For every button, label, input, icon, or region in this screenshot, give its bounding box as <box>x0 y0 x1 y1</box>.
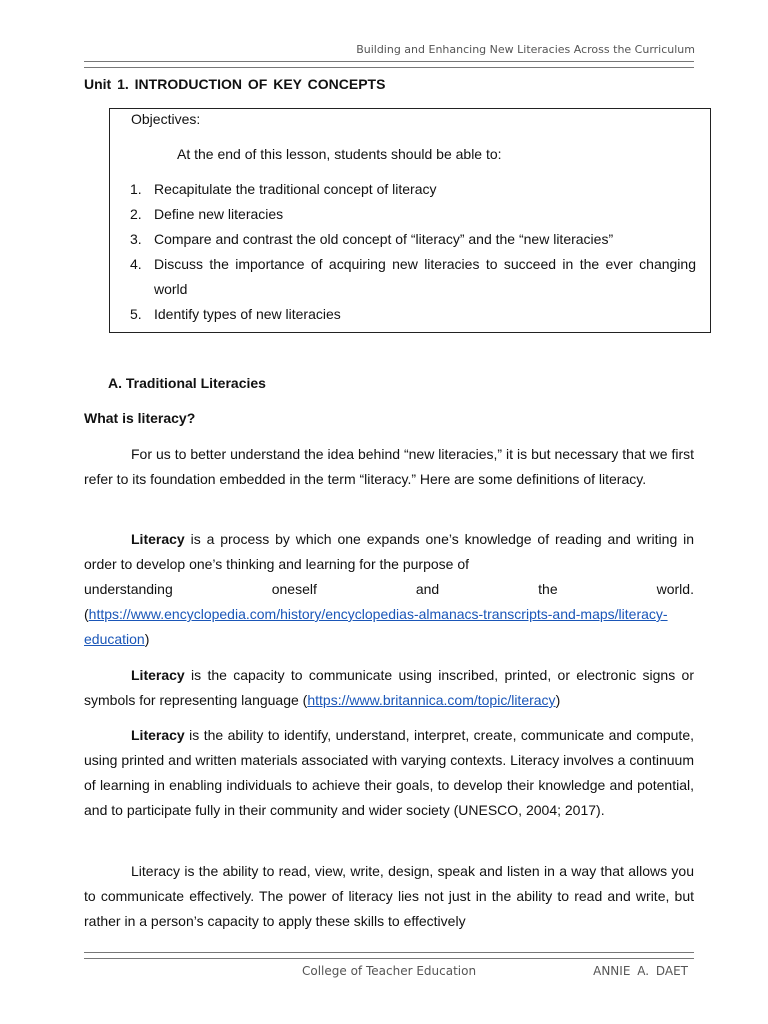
header-title: Building and Enhancing New Literacies Across the Curriculum <box>356 43 695 56</box>
paragraph-definition-3: Literacy is the ability to identify, understand, interpret, create, communicate and compute, using printed and written materials associated with varying contexts. Literacy involves a continuum of learning in enabling individuals to achieve their goals, to develop their knowledge and potential, and to participate fully in their community and wider society (UNESCO, 2004; 2017). <box>84 727 694 818</box>
list-item: 4. Discuss the importance of acquiring new literacies to succeed in the ever changing world <box>130 256 696 297</box>
list-item: 2. Define new literacies <box>130 206 284 222</box>
question-heading: What is literacy? <box>84 410 196 426</box>
justified-line: understanding oneself and the world. <box>84 581 694 597</box>
encyclopedia-link[interactable]: https://www.encyclopedia.com/history/encyclopedias-almanacs-transcripts-and-maps/literacy-education <box>84 606 668 647</box>
list-item: 1. Recapitulate the traditional concept of literacy <box>130 181 437 197</box>
list-item: 5. Identify types of new literacies <box>130 306 341 322</box>
britannica-link[interactable]: https://www.britannica.com/topic/literacy <box>307 692 556 708</box>
paragraph-definition-1: Literacy is a process by which one expands one’s knowledge of reading and writing in order to develop one’s thinking and learning for the purpose of understanding oneself and the world. (https://www.encyclopedia.com/history/encyclopedias-almanacs-transcripts-and-maps/literacy-education) <box>84 531 694 647</box>
footer-divider <box>84 952 694 959</box>
paragraph-intro: For us to better understand the idea behind “new literacies,” it is but necessary that we first refer to its foundation embedded in the term “literacy.” Here are some definitions of literacy. <box>84 446 694 487</box>
definition-term: Literacy <box>131 727 185 743</box>
objectives-heading: Objectives: <box>131 111 201 127</box>
footer-college: College of Teacher Education <box>302 964 477 978</box>
list-item: 3. Compare and contrast the old concept of “literacy” and the “new literacies” <box>130 231 614 247</box>
unit-title: Unit 1. INTRODUCTION OF KEY CONCEPTS <box>84 76 386 92</box>
header-divider <box>84 61 694 68</box>
objectives-box <box>109 108 711 333</box>
paragraph-definition-4: Literacy is the ability to read, view, write, design, speak and listen in a way that allows you to communicate effectively. The power of literacy lies not just in the ability to read and write, but rather in a person’s capacity to apply these skills to effectively <box>84 863 694 929</box>
paragraph-definition-2: Literacy is the capacity to communicate using inscribed, printed, or electronic signs or symbols for representing language (https://www.britannica.com/topic/literacy) <box>84 667 694 708</box>
definition-term: Literacy <box>131 531 185 547</box>
section-heading: A. Traditional Literacies <box>108 375 266 391</box>
definition-term: Literacy <box>131 667 185 683</box>
objectives-intro: At the end of this lesson, students should be able to: <box>177 146 502 162</box>
objectives-list <box>130 177 696 327</box>
footer-author: ANNIE A. DAET <box>593 964 688 978</box>
